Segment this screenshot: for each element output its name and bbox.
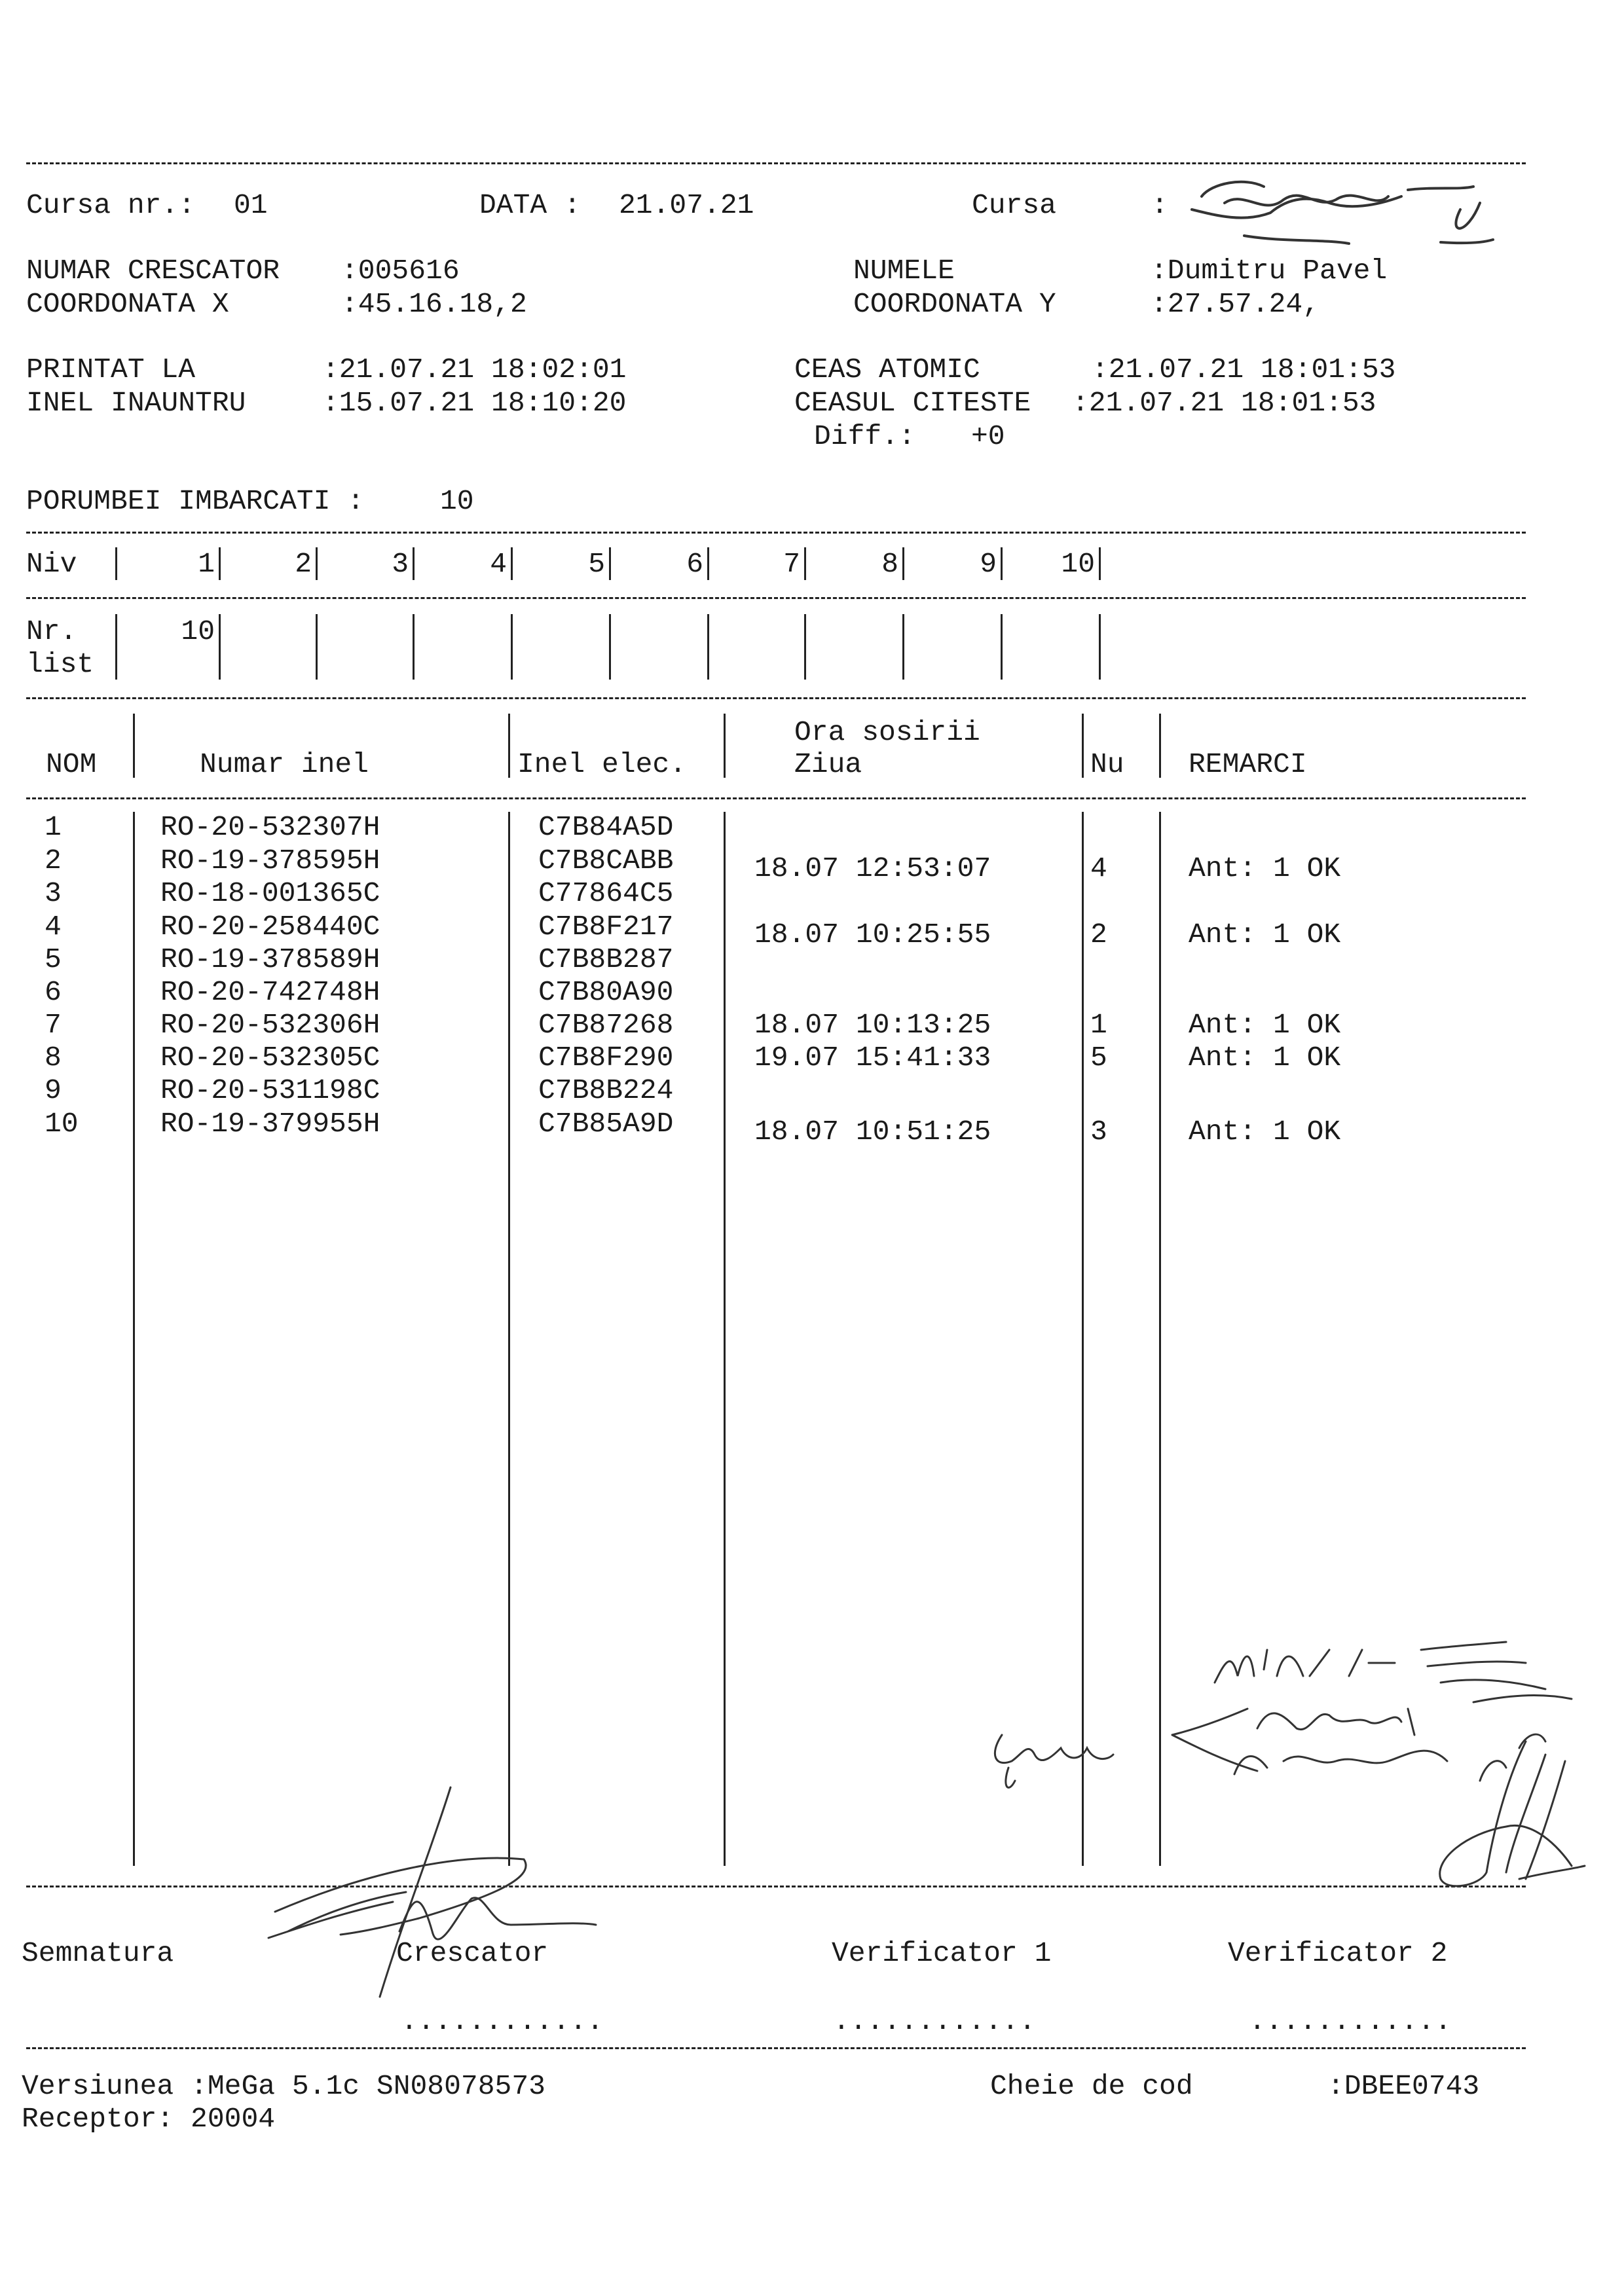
cell-nu: 3 [1090,1116,1107,1148]
niv-level-7: 7 [783,548,800,580]
cell-inel-elec: C7B8CABB [538,845,674,877]
cell-ora-sosirii: 18.07 12:53:07 [754,852,991,884]
cell-ora-sosirii: 19.07 15:41:33 [754,1042,991,1074]
niv-level-6: 6 [686,548,703,580]
cell-numar-inel: RO-19-379955H [160,1108,380,1140]
niv-level-1: 1 [198,548,215,580]
cheie-label: Cheie de cod [990,2070,1193,2102]
ceasul-citeste-label: CEASUL CITESTE [794,387,1031,419]
cell-inel-elec: C7B8F290 [538,1042,674,1074]
cell-numar-inel: RO-19-378595H [160,845,380,877]
header-remarci: REMARCI [1189,748,1307,780]
diff-label: Diff.: [814,420,915,452]
cell-remarci: Ant: 1 OK [1189,1042,1341,1074]
cell-numar-inel: RO-20-258440C [160,911,380,943]
cell-nu: 2 [1090,919,1107,951]
cell-nom: 9 [45,1074,62,1106]
header-nu: Nu [1090,748,1124,780]
handwritten-scribble [995,1735,1113,1787]
cursa-sep: : [1151,189,1168,221]
header-numar-inel: Numar inel [200,748,369,780]
cell-numar-inel: RO-20-532305C [160,1042,380,1074]
cursa-nr-label: Cursa nr.: [26,189,196,221]
numele-value: :Dumitru Pavel [1151,255,1388,287]
cell-remarci: Ant: 1 OK [1189,1116,1341,1148]
nrlist-label-1: Nr. [26,615,77,647]
porumbei-label: PORUMBEI IMBARCATI : [26,485,365,517]
numar-crescator: :005616 [341,255,460,287]
cell-numar-inel: RO-20-742748H [160,976,380,1008]
cell-nom: 10 [45,1108,79,1140]
numar-crescator-label: NUMAR CRESCATOR [26,255,280,287]
cell-nom: 5 [45,943,62,975]
receptor: Receptor: 20004 [22,2103,276,2135]
cell-nom: 1 [45,811,62,843]
coord-y-label: COORDONATA Y [853,288,1056,320]
niv-level-2: 2 [295,548,312,580]
cell-nom: 3 [45,877,62,909]
niv-level-10: 10 [1061,548,1095,580]
cell-nu: 5 [1090,1042,1107,1074]
cell-ora-sosirii: 18.07 10:51:25 [754,1116,991,1148]
cell-inel-elec: C7B8F217 [538,911,674,943]
cell-numar-inel: RO-18-001365C [160,877,380,909]
handwritten-crescator-signature [268,1787,596,1997]
cell-nom: 6 [45,976,62,1008]
verificator1-label: Verificator 1 [832,1937,1052,1969]
verificator1-dots: ............ [833,2005,1036,2037]
nrlist-value: 10 [181,615,215,647]
cell-numar-inel: RO-20-532306H [160,1009,380,1041]
niv-level-8: 8 [881,548,898,580]
cell-ora-sosirii: 18.07 10:25:55 [754,919,991,951]
cell-inel-elec: C7B87268 [538,1009,674,1041]
cell-inel-elec: C7B80A90 [538,976,674,1008]
diff-value: +0 [971,420,1005,452]
coord-x: :45.16.18,2 [341,288,527,320]
numele-label: NUMELE [853,255,955,287]
cell-ora-sosirii: 18.07 10:13:25 [754,1009,991,1041]
crescator-label: Crescator [396,1937,549,1969]
printat-label: PRINTAT LA [26,354,196,386]
handwritten-cursa-signature [1192,182,1493,244]
cursa-nr: 01 [234,189,268,221]
semnatura-label: Semnatura [22,1937,174,1969]
cell-remarci: Ant: 1 OK [1189,919,1341,951]
inel-inauntru-value: :15.07.21 18:10:20 [322,387,627,419]
versiunea: Versiunea :MeGa 5.1c SN08078573 [22,2070,545,2102]
niv-level-5: 5 [588,548,605,580]
cell-nom: 7 [45,1009,62,1041]
nrlist-label-2: list [26,648,94,680]
header-nom: NOM [46,748,97,780]
cursa-label: Cursa [972,189,1057,221]
cell-inel-elec: C7B85A9D [538,1108,674,1140]
niv-level-3: 3 [392,548,409,580]
handwritten-loop-signature [1440,1741,1585,1886]
cell-numar-inel: RO-20-531198C [160,1074,380,1106]
ceasul-citeste-value: :21.07.21 18:01:53 [1072,387,1376,419]
cell-nom: 4 [45,911,62,943]
cell-nom: 8 [45,1042,62,1074]
cheie-value: :DBEE0743 [1327,2070,1480,2102]
porumbei-value: 10 [440,485,474,517]
niv-label: Niv [26,548,77,580]
handwritten-verifier-names [1172,1642,1572,1781]
inel-inauntru-label: INEL INAUNTRU [26,387,246,419]
niv-level-9: 9 [980,548,997,580]
ceas-atomic-label: CEAS ATOMIC [794,354,980,386]
cell-inel-elec: C7B8B224 [538,1074,674,1106]
cell-inel-elec: C77864C5 [538,877,674,909]
cell-nu: 4 [1090,852,1107,884]
cell-numar-inel: RO-20-532307H [160,811,380,843]
coord-x-label: COORDONATA X [26,288,229,320]
cell-numar-inel: RO-19-378589H [160,943,380,975]
header-ziua: Ziua [794,748,862,780]
verificator2-dots: ............ [1249,2005,1452,2037]
header-inel-elec: Inel elec. [517,748,687,780]
verificator2-label: Verificator 2 [1228,1937,1448,1969]
cell-remarci: Ant: 1 OK [1189,1009,1341,1041]
niv-level-4: 4 [490,548,507,580]
cell-nom: 2 [45,845,62,877]
cell-inel-elec: C7B84A5D [538,811,674,843]
ceas-atomic-value: :21.07.21 18:01:53 [1092,354,1396,386]
printat-value: :21.07.21 18:02:01 [322,354,627,386]
cell-inel-elec: C7B8B287 [538,943,674,975]
header-ora-sosirii: Ora sosirii [794,716,980,748]
coord-y: :27.57.24, [1151,288,1320,320]
crescator-dots: ............ [401,2005,604,2037]
cell-remarci: Ant: 1 OK [1189,852,1341,884]
cell-nu: 1 [1090,1009,1107,1041]
data-value: 21.07.21 [619,189,754,221]
data-label: DATA : [479,189,581,221]
